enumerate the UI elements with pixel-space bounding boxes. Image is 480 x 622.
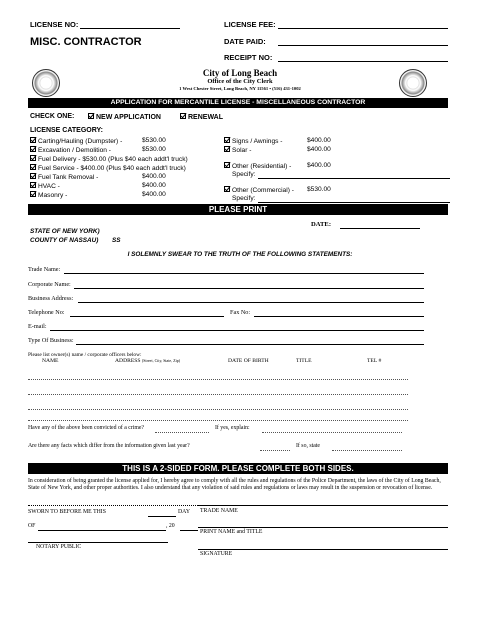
category-price: $400.00	[307, 162, 331, 169]
owner-row-2[interactable]	[28, 394, 408, 395]
category-masonry[interactable]	[30, 191, 67, 199]
email-field[interactable]	[50, 330, 424, 331]
type-of-business-label: Type Of Business:	[28, 337, 74, 344]
checkbox[interactable]	[224, 146, 230, 152]
license-no-field[interactable]	[80, 28, 180, 29]
col-dob: DATE OF BIRTH	[228, 358, 269, 364]
sworn-label: SWORN TO BEFORE ME THIS	[28, 509, 106, 515]
sworn-month-field[interactable]	[38, 530, 166, 531]
corporate-name-label: Corporate Name:	[28, 281, 71, 288]
new-application-checkbox[interactable]	[88, 113, 94, 119]
category-other-residential[interactable]	[224, 162, 291, 170]
trade-name-field[interactable]	[64, 273, 424, 274]
differ-state-field[interactable]	[332, 450, 402, 451]
checkbox[interactable]	[30, 137, 36, 143]
renewal-option[interactable]	[180, 113, 223, 121]
category-price: $530.00	[307, 186, 331, 193]
specify-label: Specify:	[232, 195, 256, 202]
checkbox[interactable]	[224, 186, 230, 192]
date-paid-field[interactable]	[278, 45, 448, 46]
license-fee-field[interactable]	[278, 28, 448, 29]
city-office: Office of the City Clerk	[207, 78, 273, 85]
col-address	[115, 358, 180, 364]
category-price: $530.00	[142, 146, 166, 153]
sworn-year-field[interactable]	[180, 530, 198, 531]
two-sided-banner: THIS IS A 2-SIDED FORM. PLEASE COMPLETE BOTH SIDES.	[28, 463, 448, 474]
category-price: $400.00	[142, 191, 166, 198]
checkbox[interactable]	[224, 137, 230, 143]
category-carting[interactable]	[30, 137, 122, 145]
category-fuel-tank[interactable]	[30, 173, 98, 181]
col-address-text: ADDRESS	[115, 358, 141, 364]
differ-answer[interactable]	[260, 450, 290, 451]
telephone-label: Telephone No:	[28, 309, 65, 316]
differ-question: Are there any facts which differ from the information given last year?	[28, 443, 190, 449]
swear-statement: I SOLEMNLY SWEAR TO THE TRUTH OF THE FOLLOWING STATEMENTS:	[127, 251, 353, 258]
signature-label: SIGNATURE	[200, 551, 233, 557]
check-one-label: CHECK ONE:	[30, 113, 75, 120]
print-name-line[interactable]	[198, 527, 448, 528]
checkbox[interactable]	[30, 182, 36, 188]
category-price: $400.00	[307, 146, 331, 153]
category-name: Masonry -	[38, 192, 68, 199]
col-title: TITLE	[296, 358, 312, 364]
of-label: OF	[28, 523, 36, 529]
telephone-field[interactable]	[70, 316, 224, 317]
new-application-label: NEW APPLICATION	[96, 114, 161, 121]
trade-name-sig-line[interactable]	[198, 505, 448, 506]
consideration-text: In consideration of being granted the license applied for, I hereby agree to comply with all the rules and regulations of the Police Department, the laws of the City of Long Beach, State of New York, and other proper authorities. I also understand that any violation of said rules and regulations or laws may result in the suspension or revocation of license.	[28, 478, 441, 491]
type-of-business-field[interactable]	[76, 344, 424, 345]
category-fuel-service[interactable]	[30, 164, 186, 172]
category-price: $400.00	[307, 137, 331, 144]
category-name: Excavation / Demolition -	[38, 147, 111, 154]
category-name: Other (Commercial) -	[232, 187, 294, 194]
category-other-commercial[interactable]	[224, 186, 294, 194]
category-name: Other (Residential) -	[232, 163, 292, 170]
crime-answer[interactable]	[155, 432, 209, 433]
owner-row-4[interactable]	[28, 420, 408, 421]
owners-intro: Please list owner(s) name / corporate officers below:	[28, 352, 142, 358]
category-signs[interactable]	[224, 137, 282, 145]
sworn-day-field[interactable]	[148, 516, 176, 517]
category-price: $400.00	[142, 173, 166, 180]
category-name: Solar -	[232, 147, 252, 154]
owner-row-1[interactable]	[28, 379, 408, 380]
county-line: COUNTY OF NASSAU)	[30, 237, 99, 244]
category-price: $530.00	[142, 137, 166, 144]
category-name: Signs / Awnings -	[232, 138, 283, 145]
signature-line[interactable]	[198, 549, 448, 550]
date-paid-label: DATE PAID:	[224, 37, 266, 46]
please-print-banner: PLEASE PRINT	[28, 204, 448, 215]
category-price: $400.00	[142, 182, 166, 189]
new-application-option[interactable]	[88, 113, 161, 121]
business-address-label: Business Address:	[28, 295, 74, 302]
differ-state-label: If so, state	[296, 443, 320, 449]
license-fee-label: LICENSE FEE:	[224, 20, 276, 29]
specify-label: Specify:	[232, 171, 256, 178]
checkbox[interactable]	[30, 191, 36, 197]
category-name: Fuel Service - $400.00 (Plus $40 each addt'l truck)	[38, 165, 186, 172]
category-hvac[interactable]	[30, 182, 60, 190]
category-name: Carting/Hauling (Dumpster) -	[38, 138, 123, 145]
col-name: NAME	[42, 358, 59, 364]
checkbox[interactable]	[30, 146, 36, 152]
category-name: Fuel Tank Removal -	[38, 174, 99, 181]
fax-field[interactable]	[254, 316, 424, 317]
receipt-no-field[interactable]	[278, 61, 448, 62]
license-category-label: LICENSE CATEGORY:	[30, 127, 103, 134]
business-address-field[interactable]	[78, 302, 424, 303]
city-address: 1 West Chester Street, Long Beach, NY 11561 • (516) 431-1002	[179, 86, 301, 91]
fax-label: Fax No:	[230, 309, 251, 316]
renewal-label: RENEWAL	[188, 114, 223, 121]
category-name: HVAC -	[38, 183, 60, 190]
crime-explain-label: If yes, explain:	[215, 425, 250, 431]
category-solar[interactable]	[224, 146, 251, 154]
trade-name-label: Trade Name:	[28, 266, 61, 273]
col-address-note: (Street, City, State, Zip)	[141, 358, 181, 363]
city-name: City of Long Beach	[202, 68, 278, 78]
crime-explain-field[interactable]	[262, 432, 402, 433]
notary-signature-line[interactable]	[28, 542, 168, 543]
owner-row-3[interactable]	[28, 409, 408, 410]
category-name: Fuel Delivery - $530.00 (Plus $40 each addt'l truck)	[38, 156, 188, 163]
trade-name-sig-label: TRADE NAME	[200, 508, 238, 514]
checkbox[interactable]	[30, 173, 36, 179]
receipt-no-label: RECEIPT NO:	[224, 53, 273, 62]
date-field[interactable]	[340, 228, 420, 229]
notary-label: NOTARY PUBLIC	[36, 544, 82, 550]
category-excavation[interactable]	[30, 146, 111, 154]
crime-question: Have any of the above been convicted of a crime?	[28, 425, 145, 431]
renewal-checkbox[interactable]	[180, 113, 186, 119]
col-tel: TEL #	[367, 358, 382, 364]
license-no-label: LICENSE NO:	[30, 20, 79, 29]
date-label: DATE:	[311, 221, 332, 228]
day-label: DAY	[178, 509, 191, 515]
category-fuel-delivery[interactable]	[30, 155, 188, 163]
checkbox[interactable]	[30, 155, 36, 161]
specify-residential-field[interactable]	[258, 178, 450, 179]
checkbox[interactable]	[224, 162, 230, 168]
email-label: E-mail:	[28, 323, 47, 330]
specify-commercial-field[interactable]	[258, 202, 450, 203]
print-name-label: PRINT NAME and TITLE	[200, 529, 263, 535]
form-title: MISC. CONTRACTOR	[30, 36, 142, 48]
ss-label: SS	[112, 237, 121, 244]
checkbox[interactable]	[30, 164, 36, 170]
state-line: STATE OF NEW YORK)	[30, 228, 100, 235]
corporate-name-field[interactable]	[74, 288, 424, 289]
application-banner: APPLICATION FOR MERCANTILE LICENSE - MISCELLANEOUS CONTRACTOR	[28, 98, 448, 108]
year-label: , 20	[166, 523, 175, 529]
